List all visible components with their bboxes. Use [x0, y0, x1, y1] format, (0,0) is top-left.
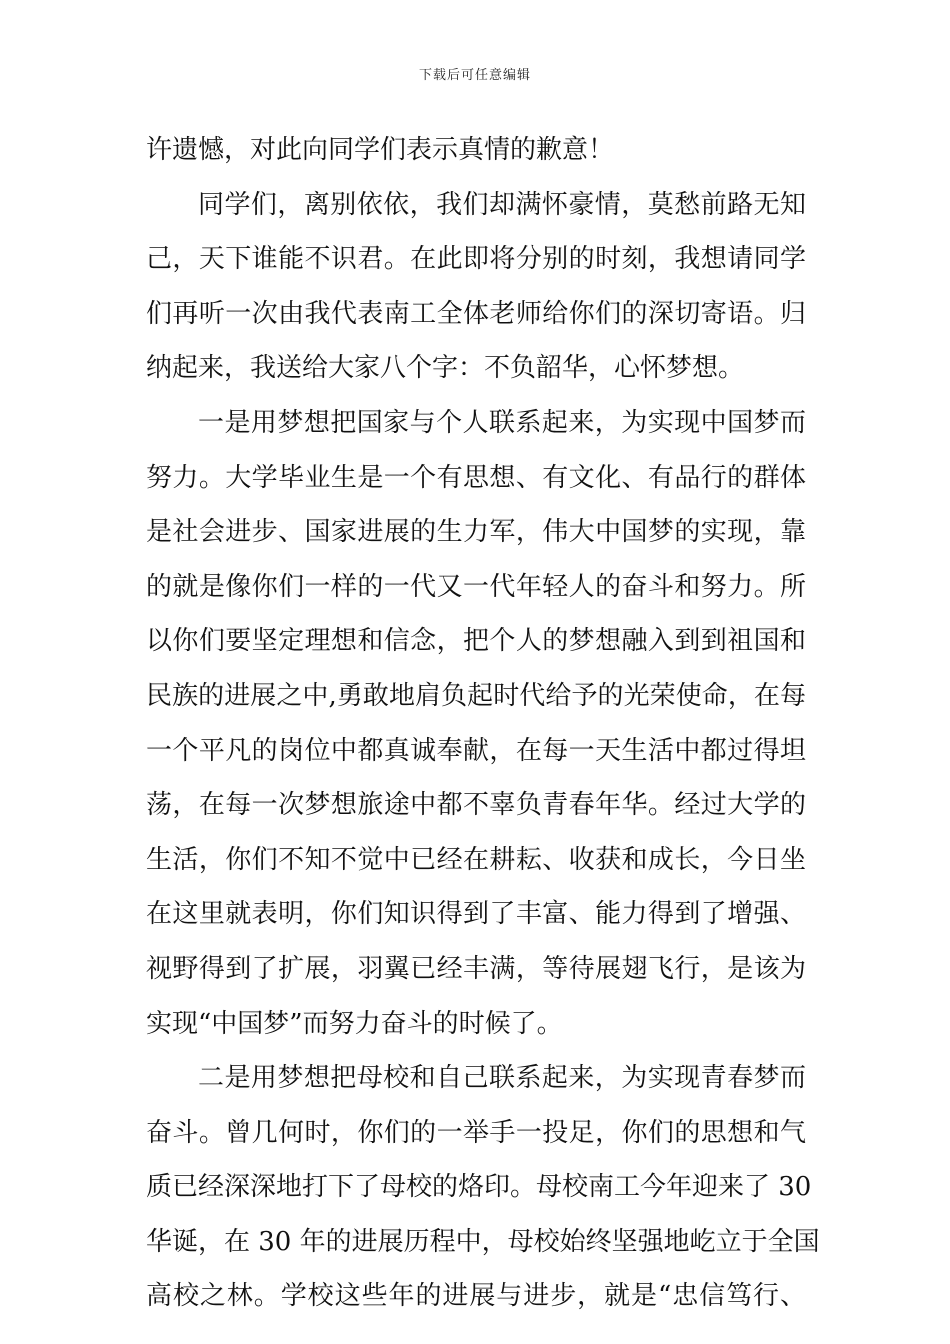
text-line: 视野得到了扩展，羽翼已经丰满，等待展翅飞行，是该为 — [146, 953, 806, 984]
text-line: 是社会进步、国家进展的生力军，伟大中国梦的实现，靠 — [146, 517, 806, 548]
text-line: 生活，你们不知不觉中已经在耕耘、收获和成长，今日坐 — [146, 844, 806, 875]
text-line: 纳起来，我送给大家八个字：不负韶华，心怀梦想。 — [146, 353, 745, 384]
text-line: 荡，在每一次梦想旅途中都不辜负青春年华。经过大学的 — [146, 790, 806, 821]
text-line: 高校之林。学校这些年的进展与进步，就是“忠信笃行、 — [146, 1281, 806, 1312]
text-line: 在这里就表明，你们知识得到了丰富、能力得到了增强、 — [146, 899, 806, 930]
text-line: 许遗憾，对此向同学们表示真情的歉意！ — [146, 135, 615, 165]
text-line: 己，天下谁能不识君。在此即将分别的时刻，我想请同学 — [146, 244, 806, 275]
document-body — [146, 126, 820, 1327]
text-line: 努力。大学毕业生是一个有思想、有文化、有品行的群体 — [146, 462, 806, 493]
text-line: 的就是像你们一样的一代又一代年轻人的奋斗和努力。所 — [146, 571, 806, 602]
text-line: 民族的进展之中,勇敢地肩负起时代给予的光荣使命，在每 — [146, 680, 806, 711]
text-line: 华诞，在 30 年的进展历程中，母校始终坚强地屹立于全国 — [146, 1226, 820, 1257]
text-line: 奋斗。曾几何时，你们的一举手一投足，你们的思想和气 — [146, 1117, 806, 1148]
text-line: 以你们要坚定理想和信念，把个人的梦想融入到到祖国和 — [146, 626, 806, 657]
text-line: 一个平凡的岗位中都真诚奉献，在每一天生活中都过得坦 — [146, 735, 806, 766]
text-line: 一是用梦想把国家与个人联系起来，为实现中国梦而 — [198, 407, 806, 438]
text-line: 二是用梦想把母校和自己联系起来，为实现青春梦而 — [198, 1063, 806, 1094]
text-line: 们再听一次由我代表南工全体老师给你们的深切寄语。归 — [146, 298, 806, 329]
text-line: 实现“中国梦”而努力奋斗的时候了。 — [146, 1008, 563, 1039]
text-line: 质已经深深地打下了母校的烙印。母校南工今年迎来了 30 — [146, 1172, 812, 1203]
page-header: 下载后可任意编辑 — [418, 68, 531, 83]
text-line: 同学们，离别依依，我们却满怀豪情，莫愁前路无知 — [198, 189, 806, 220]
